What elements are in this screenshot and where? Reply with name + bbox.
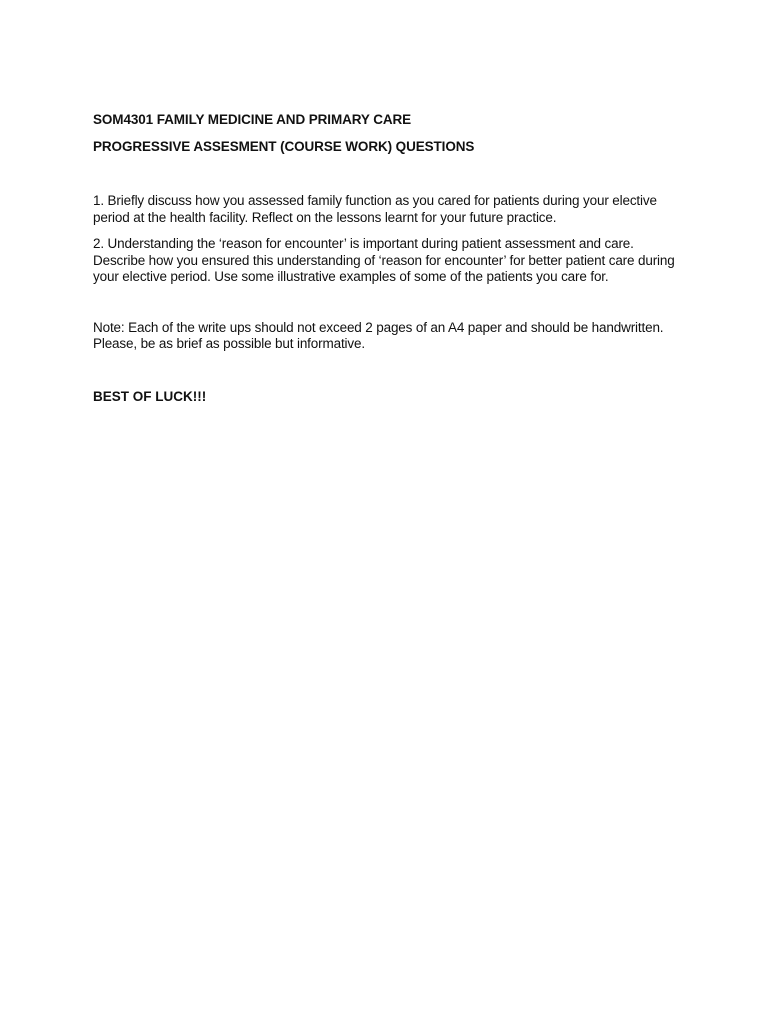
closing-remark: BEST OF LUCK!!! xyxy=(93,388,207,404)
document-page xyxy=(93,112,678,405)
question-1: 1. Briefly discuss how you assessed family function as you cared for patients during your elective period at the health facility. Reflect on the lessons learnt for your future practice. xyxy=(93,193,657,225)
assessment-title: PROGRESSIVE ASSESMENT (COURSE WORK) QUESTIONS xyxy=(93,139,475,154)
question-2: 2. Understanding the ‘reason for encounter’ is important during patient assessment and care. Describe how you ensured this understanding of ‘reason for encounter’ for better patient care during your elective period. Use some illustrative examples of some of the patients you care for. xyxy=(93,236,675,284)
course-title: SOM4301 FAMILY MEDICINE AND PRIMARY CARE xyxy=(93,112,412,127)
submission-note: Note: Each of the write ups should not exceed 2 pages of an A4 paper and should be handwritten. Please, be as brief as possible but informative. xyxy=(93,319,664,351)
